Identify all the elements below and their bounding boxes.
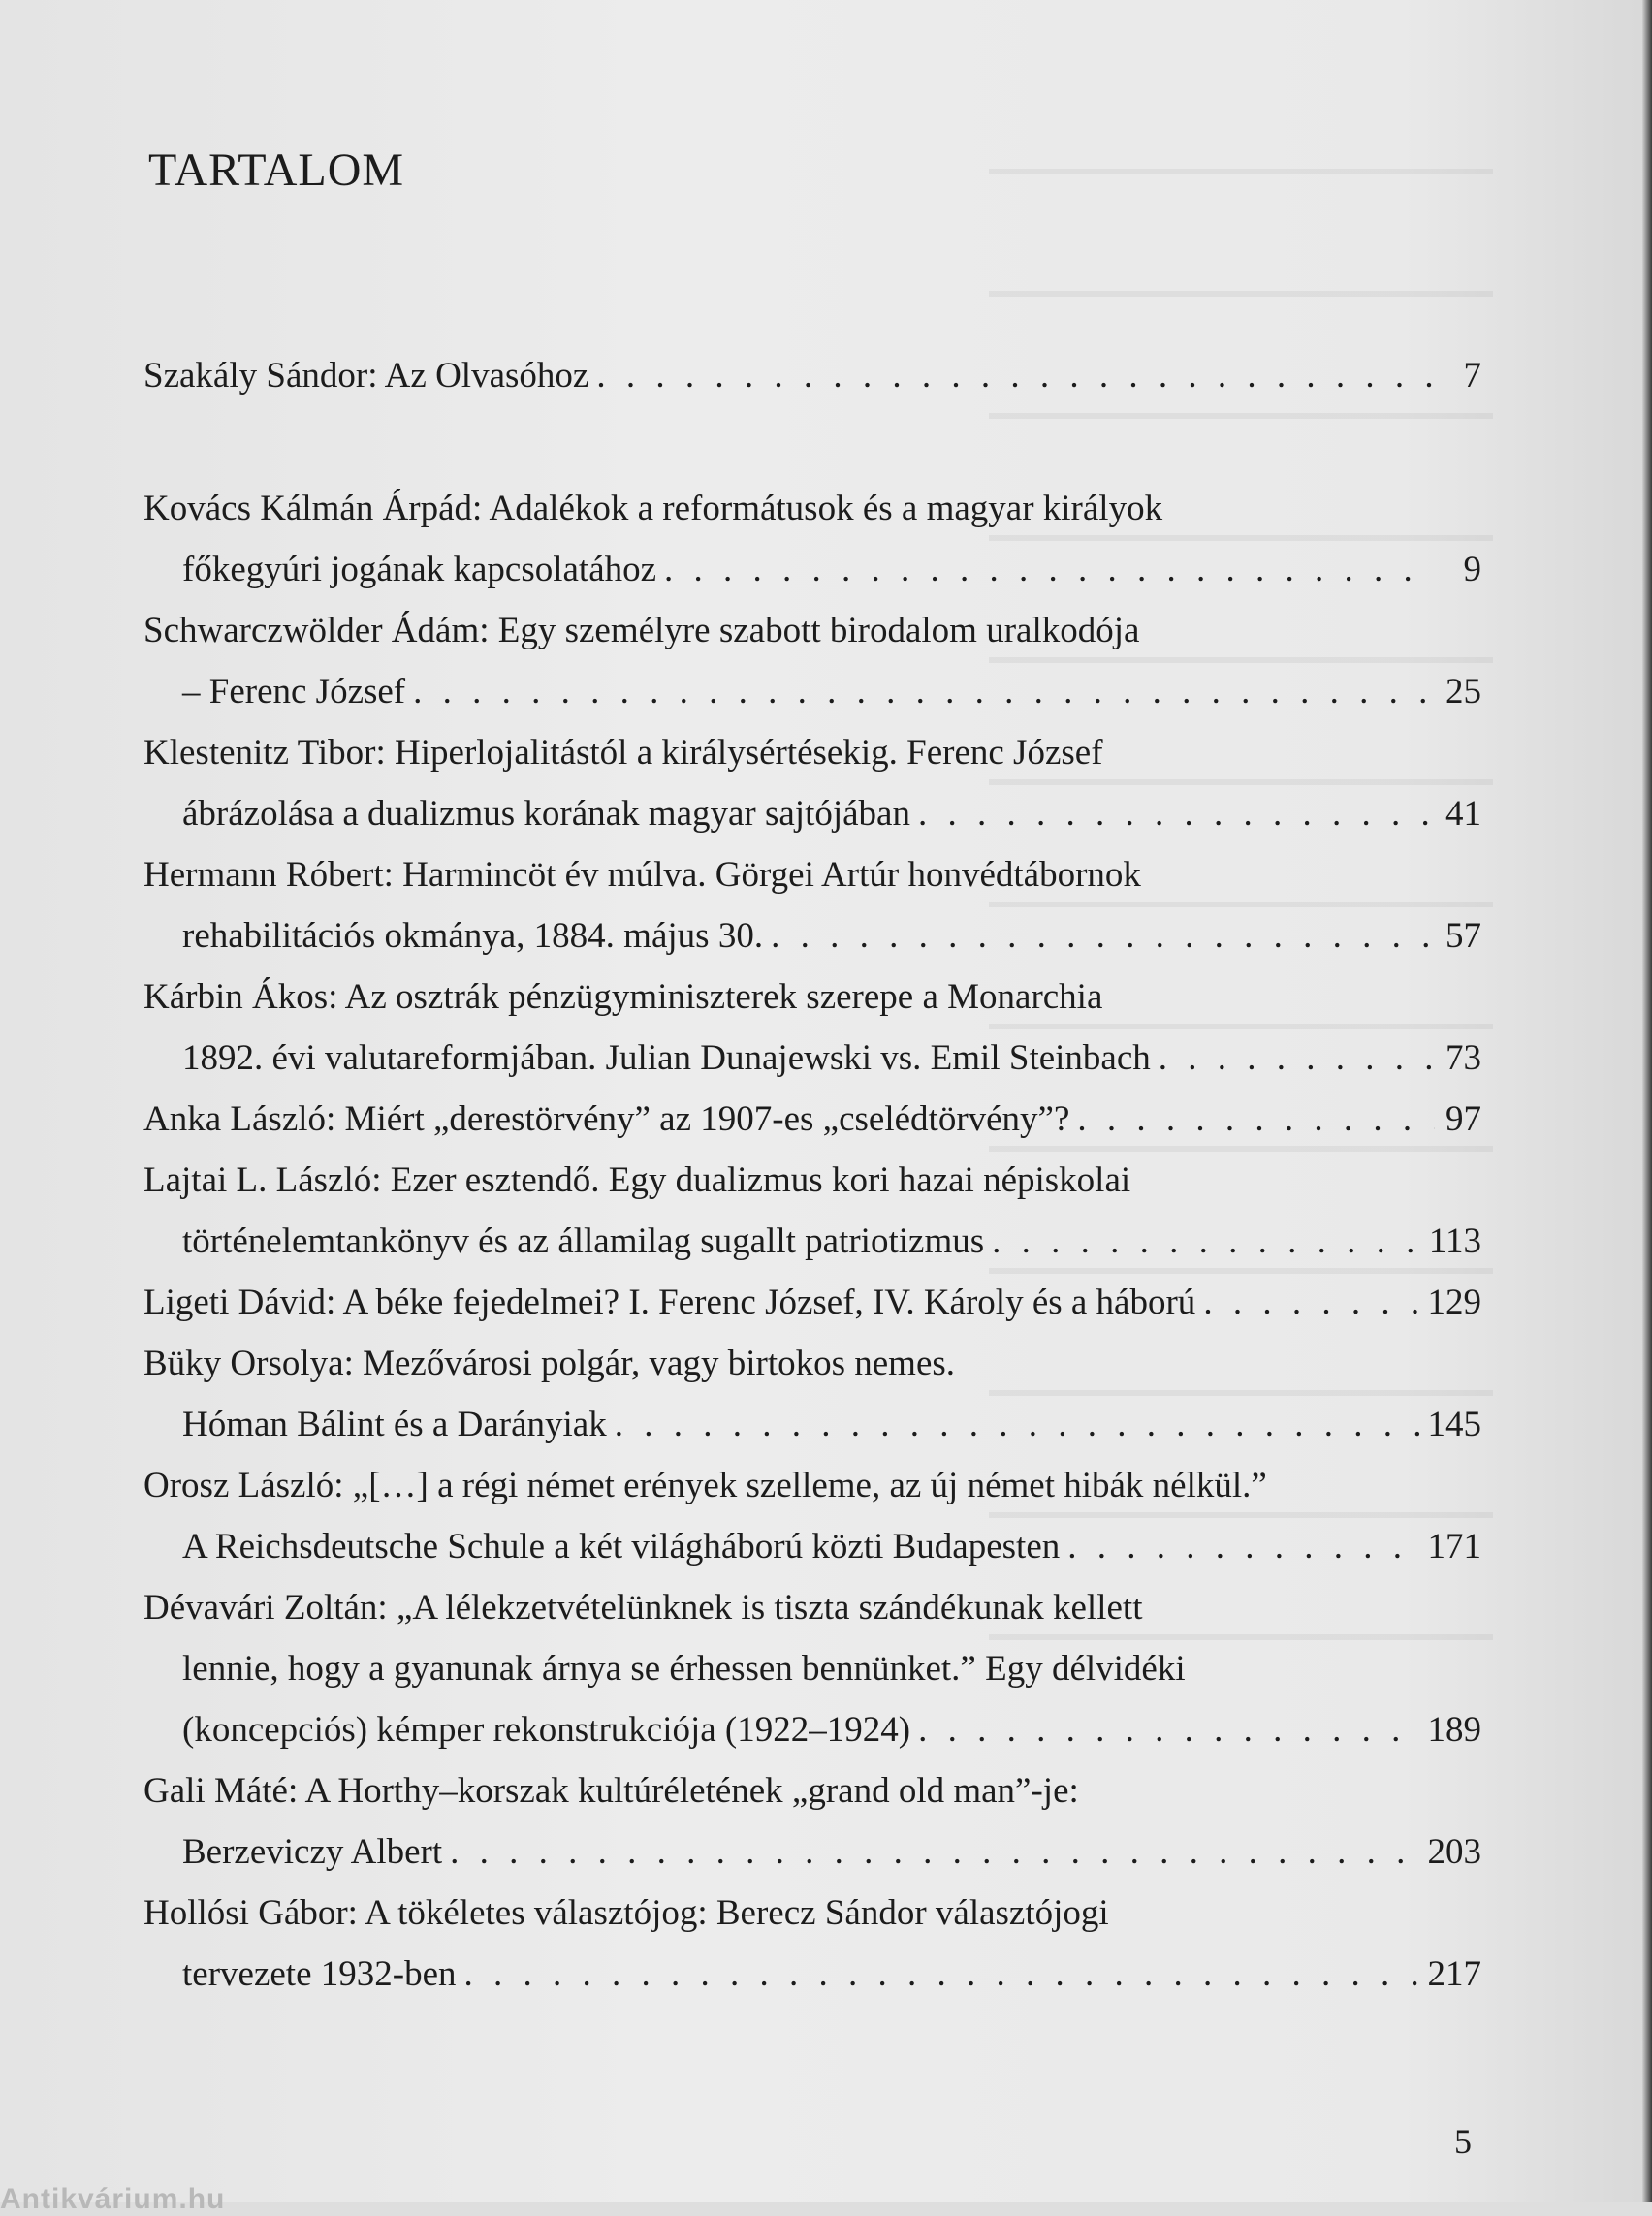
toc-entry [143,966,1481,1089]
dot-leaders [992,1211,1421,1272]
entry-text: Hermann Róbert: Harmincöt év múlva. Görgei Artúr honvédtábornok [143,855,1141,895]
toc-entry [143,1272,1481,1333]
folio-page-number: 5 [1454,2122,1472,2161]
entry-text: Anka László: Miért „derestörvény” az 1907-es „cselédtörvény”? [143,1099,1070,1139]
page-number: 97 [1446,1099,1481,1139]
dot-leaders [615,1394,1420,1455]
entry-text: (koncepciós) kémper rekonstrukciója (1922–1924) [182,1710,911,1750]
entry-text: főkegyúri jogának kapcsolatához [182,550,657,589]
dot-leaders [1077,1089,1435,1150]
dot-leaders [464,1944,1420,2005]
entry-text: tervezete 1932-ben [182,1954,457,1994]
entry-text: Schwarczwölder Ádám: Egy személyre szabott birodalom uralkodója [143,611,1140,650]
page-number: 203 [1427,1832,1481,1872]
dot-leaders [1159,1028,1435,1089]
entry-text: Berzeviczy Albert [182,1832,443,1872]
entry-text: Lajtai L. László: Ezer esztendő. Egy dualizmus kori hazai népiskolai [143,1160,1131,1200]
page-number: 129 [1427,1282,1481,1322]
dot-leaders [596,345,1435,406]
toc-entry [143,1150,1481,1272]
dot-leaders [918,783,1435,844]
entry-text: történelemtankönyv és az államilag sugallt patriotizmus [182,1221,985,1261]
toc-entry [143,345,1481,406]
page-number: 145 [1427,1405,1481,1444]
toc-entry [143,1333,1481,1455]
page-number: 73 [1446,1038,1481,1078]
toc-entry [143,1760,1481,1883]
entry-text: Klestenitz Tibor: Hiperlojalitástól a királysértésekig. Ferenc József [143,733,1103,773]
dot-leaders [771,905,1435,966]
entry-text: Büky Orsolya: Mezővárosi polgár, vagy birtokos nemes. [143,1344,956,1383]
entry-text: Ligeti Dávid: A béke fejedelmei? I. Ferenc József, IV. Károly és a háború [143,1282,1196,1322]
page-number: 57 [1446,916,1481,956]
page-number: 217 [1427,1954,1481,1994]
dot-leaders [664,539,1435,600]
page-number: 7 [1463,356,1481,396]
toc-entry [143,1577,1481,1760]
entry-text: Hóman Bálint és a Darányiak [182,1405,607,1444]
toc-entry [143,1883,1481,2005]
dot-leaders [1067,1516,1419,1577]
page-number: 41 [1446,794,1481,834]
entry-text: Dévavári Zoltán: „A lélekzetvételünknek is tiszta szándékunak kellett [143,1588,1143,1628]
entry-text: Kárbin Ákos: Az osztrák pénzügyminiszterek szerepe a Monarchia [143,977,1103,1017]
dot-leaders [918,1699,1419,1760]
page-number: 9 [1463,550,1481,589]
entry-text: ábrázolása a dualizmus korának magyar sajtójában [182,794,910,834]
page-number: 189 [1427,1710,1481,1750]
dot-leaders [450,1821,1419,1883]
watermark: Antikvárium.hu [0,2183,226,2215]
toc-entry [143,722,1481,844]
entry-text: Gali Máté: A Horthy–korszak kultúréletének „grand old man”-je: [143,1771,1079,1811]
page-number: 25 [1446,672,1481,712]
toc-entry [143,1089,1481,1150]
page-edge-shadow [1642,0,1652,2202]
entry-text: lennie, hogy a gyanunak árnya se érhessen bennünket.” Egy délvidéki [182,1649,1186,1689]
entry-text: – Ferenc József [182,672,406,712]
toc-entry [143,1455,1481,1577]
toc-entry [143,844,1481,966]
entry-text: Orosz László: „[…] a régi német erények szelleme, az új német hibák nélkül.” [143,1466,1267,1505]
entry-text: Kovács Kálmán Árpád: Adalékok a reformátusok és a magyar királyok [143,489,1163,528]
contents-heading: TARTALOM [148,144,405,196]
page-number: 171 [1427,1527,1481,1567]
entry-text: 1892. évi valutareformjában. Julian Dunajewski vs. Emil Steinbach [182,1038,1151,1078]
dot-leaders [413,661,1435,722]
toc-entry [143,600,1481,722]
entry-text: Szakály Sándor: Az Olvasóhoz [143,356,589,396]
toc-entry [143,478,1481,600]
page-number: 113 [1428,1221,1481,1261]
dot-leaders [1203,1272,1419,1333]
entry-text: Hollósi Gábor: A tökéletes választójog: Berecz Sándor választójogi [143,1893,1109,1933]
entry-text: rehabilitációs okmánya, 1884. május 30. [182,916,764,956]
entry-text: A Reichsdeutsche Schule a két világháború közti Budapesten [182,1527,1061,1567]
